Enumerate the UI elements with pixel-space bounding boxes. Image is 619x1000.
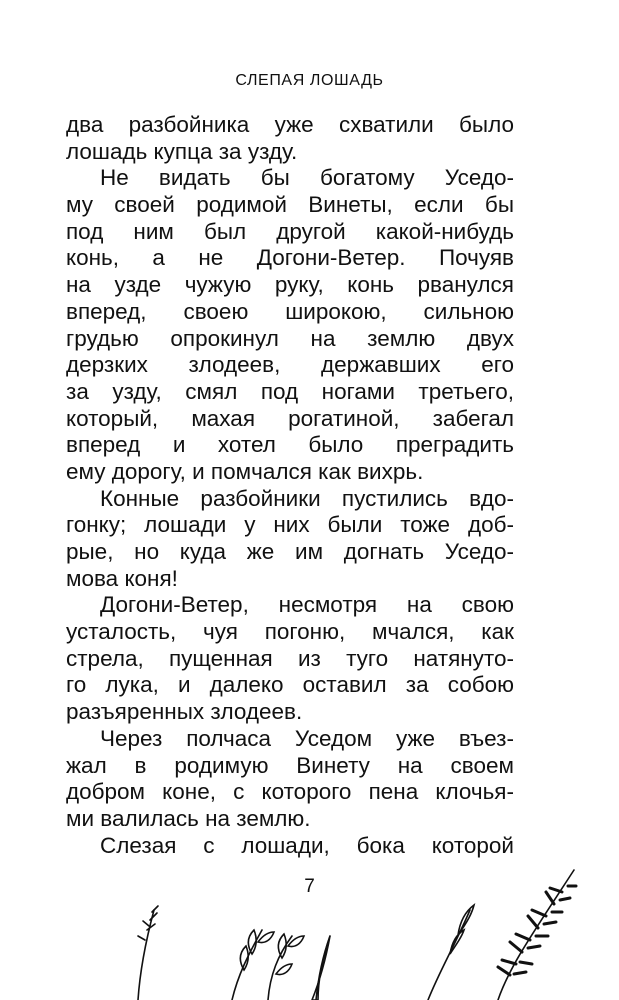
- text-line: два разбойника уже схватили было: [66, 112, 514, 137]
- text-line: разъяренных злодеев.: [66, 699, 303, 725]
- leaf-blade-fill: [312, 936, 330, 1000]
- text-line: Не видать бы богатому Уседо-: [100, 165, 514, 191]
- text-line: грудью опрокинул на землю двух: [66, 325, 514, 351]
- text-line: вперед и хотел было преградить: [66, 432, 514, 458]
- text-line: ми валилась на землю.: [66, 805, 311, 831]
- text-line: го лука, и далеко оставил за собою: [66, 672, 514, 698]
- text-line: Догони-Ветер, несмотря на свою: [100, 592, 514, 618]
- text-line: Через полчаса Уседом уже въез-: [100, 725, 514, 751]
- text-line: добром коне, с которого пена клочья-: [66, 779, 514, 805]
- running-header: СЛЕПАЯ ЛОШАДЬ: [235, 72, 384, 89]
- page-number: 7: [304, 876, 315, 897]
- text-line: Конные разбойники пустились вдо-: [100, 485, 514, 511]
- text-line: рые, но куда же им догнать Уседо-: [66, 539, 514, 564]
- text-line: который, махая рогатиной, забегал: [66, 405, 514, 431]
- grass-sprigs-illustration: [0, 850, 619, 1000]
- text-line: гонку; лошади у них были тоже доб-: [66, 512, 514, 538]
- branch-leaves-right: [514, 886, 576, 974]
- text-line: Слезая с лошади, бока которой: [100, 832, 514, 858]
- text-line: стрела, пущенная из туго натянуто-: [66, 645, 514, 671]
- text-line: вперед, своею широкою, сильною: [66, 298, 514, 324]
- text-line: жал в родимую Винету на своем: [66, 752, 514, 778]
- feather-stem: [428, 910, 470, 1000]
- text-line: лошадь купца за узду.: [66, 138, 298, 164]
- text-line: на узде чужую руку, конь рванулся: [66, 272, 514, 298]
- body-text: [66, 112, 514, 859]
- text-line: конь, а не Догони-Ветер. Почуяв: [66, 245, 514, 271]
- text-line: му своей родимой Винеты, если бы: [66, 192, 514, 218]
- text-line: под ним был другой какой-нибудь: [66, 218, 514, 244]
- wheat-grains-1: [240, 930, 274, 970]
- text-line: дерзких злодеев, державших его: [66, 352, 514, 378]
- text-line: усталость, чуя погоню, мчался, как: [66, 619, 514, 645]
- text-line: мова коня!: [66, 565, 178, 591]
- text-line: ему дорогу, и помчался как вихрь.: [66, 458, 424, 484]
- text-line: за узду, смял под ногами третьего,: [66, 378, 514, 404]
- branch-leaves-left: [498, 888, 562, 975]
